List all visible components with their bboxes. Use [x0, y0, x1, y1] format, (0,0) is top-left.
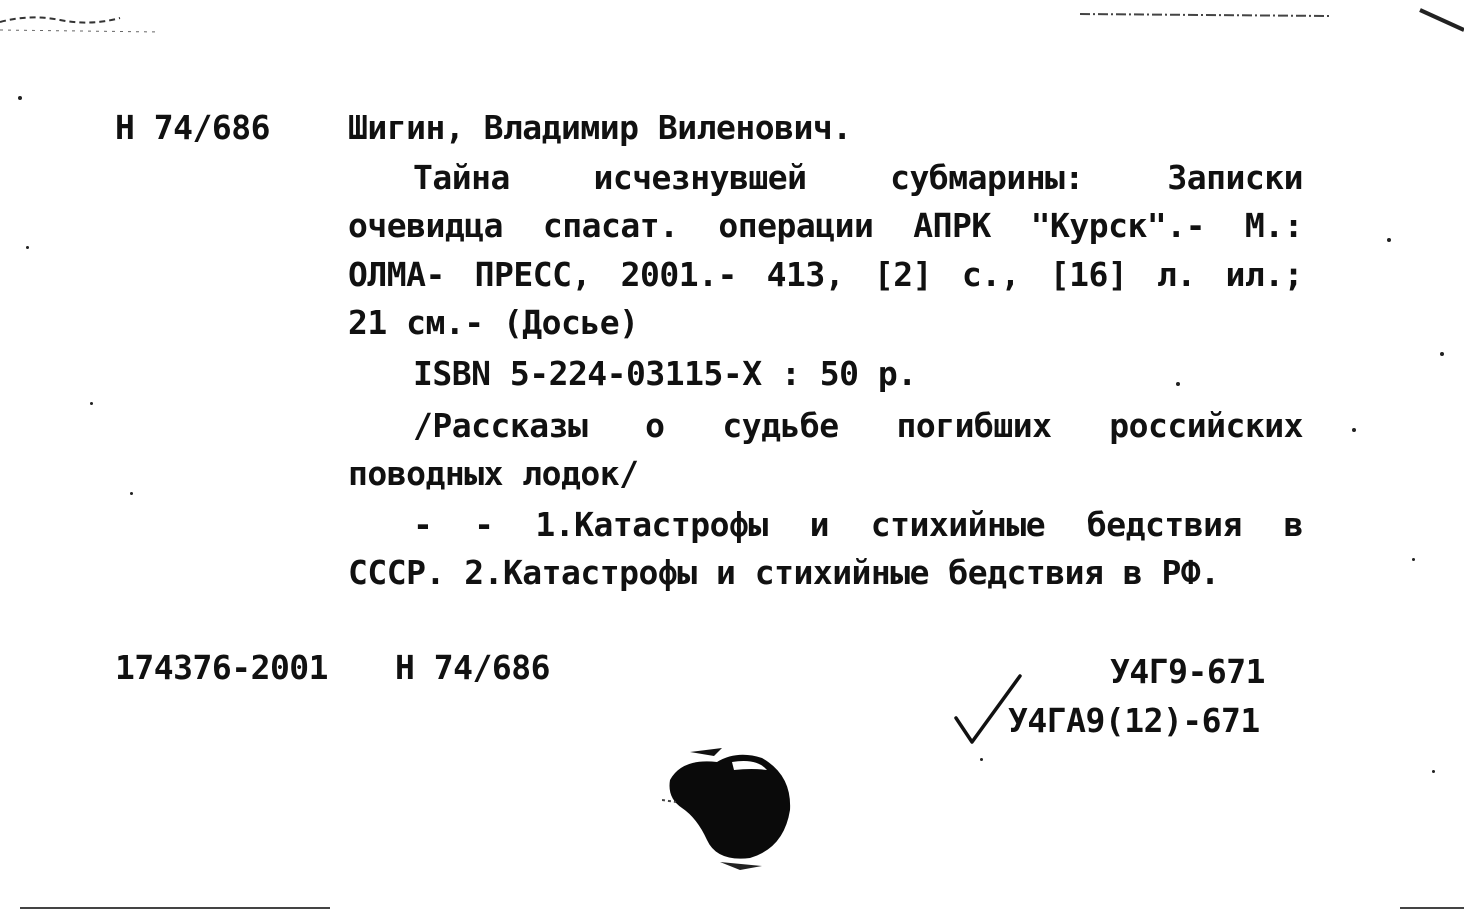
- isbn-line: ISBN 5-224-03115-X : 50 р.: [413, 354, 917, 393]
- title-line-2: очевидца спасат. операции АПРК "Курск".- М.:: [348, 206, 1303, 245]
- scan-speck: [1352, 428, 1356, 432]
- subjects-line-2: СССР. 2.Катастрофы и стихийные бедствия в РФ.: [348, 553, 1220, 592]
- punch-hole: [662, 740, 802, 870]
- annotation-line-2: поводных лодок/: [348, 454, 639, 493]
- author-heading: Шигин, Владимир Виленович.: [348, 108, 852, 147]
- subjects-line-1: - - 1.Катастрофы и стихийные бедствия в: [413, 505, 1303, 544]
- scan-edge-top: [0, 0, 1464, 34]
- classification-index-1: У4Г9-671: [1110, 652, 1265, 691]
- check-mark-icon: [950, 670, 1030, 750]
- annotation-line-1: /Рассказы о судьбе погибших российских: [413, 406, 1303, 445]
- classification-index-2: У4ГА9(12)-671: [1008, 701, 1260, 740]
- title-line-4: 21 см.- (Досье): [348, 303, 639, 342]
- scan-speck: [1176, 382, 1180, 386]
- scan-speck: [26, 246, 29, 249]
- scan-speck: [1440, 352, 1444, 356]
- scan-speck: [1432, 770, 1435, 773]
- shelfmark-bottom: Н 74/686: [395, 648, 550, 687]
- title-line-3: ОЛМА- ПРЕСС, 2001.- 413, [2] с., [16] л. ил.;: [348, 255, 1303, 294]
- scan-speck: [1412, 558, 1415, 561]
- scan-speck: [18, 96, 22, 100]
- record-number: 174376-2001: [115, 648, 329, 687]
- scan-speck: [90, 402, 93, 405]
- scan-edge-bottom: [0, 900, 1464, 912]
- scan-speck: [1387, 238, 1391, 242]
- shelfmark: Н 74/686: [115, 108, 270, 147]
- scan-speck: [980, 758, 983, 761]
- title-line-1: Тайна исчезнувшей субмарины: Записки: [413, 158, 1303, 197]
- scan-speck: [130, 492, 133, 495]
